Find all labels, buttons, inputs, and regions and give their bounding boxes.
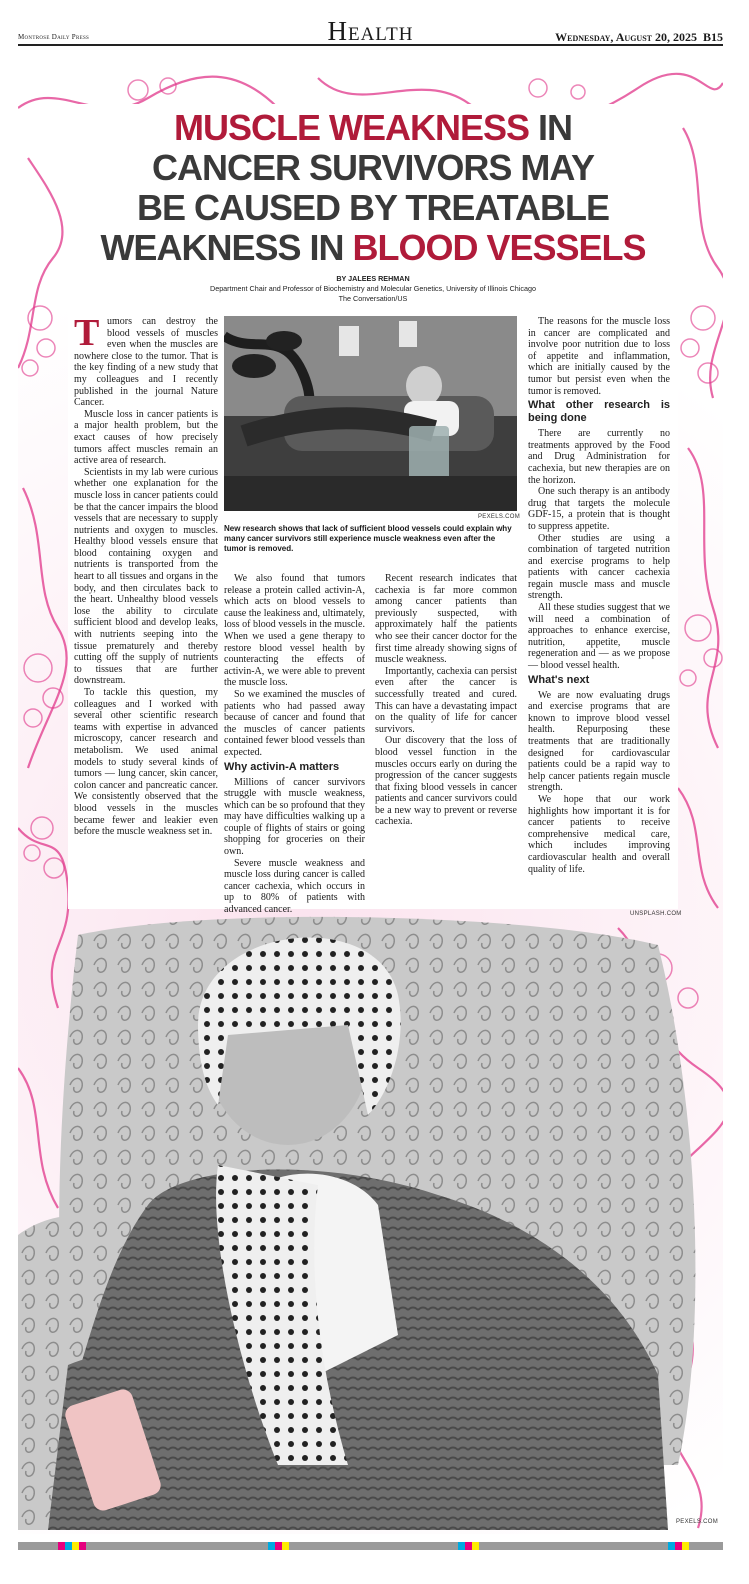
headline-line-1 [68,108,678,148]
article-column-1 [74,312,218,838]
article-paragraph: Muscle loss in cancer patients is a major health problem, but the exact causes of how precisely tumors affect muscles remain an active area of research. [74,408,218,467]
swatch [282,1542,289,1550]
photo2-credit-bottom: PEXELS.COM [676,1519,719,1525]
dropcap: T [74,312,100,354]
swatch [675,1542,682,1550]
headline-red-part-2: BLOOD VESSELS [352,227,646,268]
swatch [268,1542,275,1550]
subhead-why-activin: Why activin-A matters [224,760,340,773]
swatch [79,1542,86,1550]
headline-line-2: CANCER SURVIVORS MAY [151,147,595,188]
byline-author: BY JALEES REHMAN [336,274,410,283]
article-paragraph: We also found that tumors release a protein called activin-A, which acts on blood vessels to cause the leakiness and, ultimately, loss of blood vessels in the muscle. When we used a gene therapy to restore blood vessel health by counteracting the effects of activin-A, we were able to prevent the muscle loss. [224,573,365,689]
headline-red-part-1: MUSCLE WEAKNESS [173,107,529,148]
article-paragraph: There are currently no treatments approved by the Food and Drug Administration for cachexia, but new therapies are on the horizon. [528,428,670,486]
subhead-other-research: What other research is being done [528,399,670,425]
headline-line-3: BE CAUSED BY TREATABLE [136,187,610,228]
swatch [668,1542,675,1550]
byline [68,274,678,304]
headline-line-4-start: WEAKNESS IN [100,227,353,268]
article-paragraph: The reasons for the muscle loss in cancer are complicated and involve poor nutrition due to loss of appetite and inflammation, which are initially caused by the tumor but persist even when the tumor is removed. [528,316,670,397]
date-page [555,30,723,45]
byline-title: Department Chair and Professor of Biochemistry and Molecular Genetics, University of Illinois Chicago [210,284,536,293]
swatch [465,1542,472,1550]
article-paragraph: To tackle this question, my colleagues and I worked with several other scientific research teams with expertise in advanced microscopy, cancer research and metabolism. We used animal models to study several kinds of tumors — lung cancer, skin cancer, colon cancer and pancreatic cancer. We consistently observed that the blood vessels in the muscles became fewer and leakier even before the muscle weakness set in. [74,687,218,838]
section-title: Health [327,16,414,46]
article-paragraph: Our discovery that the loss of blood vessel function in the muscles occurs early on during the progression of the cancer suggests that fixing blood vessels in cancer patients and cancer survivors could be a new way to prevent or reverse cachexia. [375,735,517,828]
photo-woman-headscarf [18,905,723,1530]
article-paragraph: Scientists in my lab were curious whether one explanation for the muscle loss in cancer patients could be that the cancer impairs the blood vessels that are necessary to supply nutrients and oxygen to muscles. Healthy blood vessels ensure that blood containing oxygen and nutrients is transported from the heart to all tissues and organs in the body, and then circulates back to the heart. Unhealthy blood vessels lose the ability to circulate sufficient blood and develop leaks, with nutrients seeping into the tissue prematurely and thereby cutting off the supply of nutrients to tissues that are further downstream. [74,466,218,687]
article-paragraph: So we examined the muscles of patients who had passed away because of cancer and found that the muscles of cancer patients contained fewer blood vessels than expected. [224,688,365,758]
photo-man-resting [224,316,517,511]
article-paragraph: One such therapy is an antibody drug that targets the molecule GDF-15, a protein that is thought to suppress appetite. [528,486,670,532]
issue-date: Wednesday, August 20, 2025 [555,30,697,44]
article-column-2 [224,573,365,916]
color-registration-bar [18,1542,723,1550]
article-paragraph: We hope that our work highlights how important it is for cancer patients to receive comprehensive medical care, which includes improving cardiovascular health and overall quality of life. [528,793,670,875]
article-paragraph: T umors can destroy the blood vessels of muscles even when the muscles are nowhere close to the tumor. That is the key finding of a new study that my colleagues and I recently published in the journal Nature Cancer. [74,312,218,409]
photo2-credit-top: UNSPLASH.COM [630,911,682,917]
headline-line-4 [68,228,678,268]
byline-source: The Conversation/US [338,294,408,303]
photo1-credit: PEXELS.COM [478,514,521,520]
article-paragraph: All these studies suggest that we will need a combination of approaches to enhance exercise, nutrition, appetite, muscle regeneration and — as we propose — blood vessel health. [528,602,670,672]
article-column-4 [528,316,670,875]
article-paragraph: Severe muscle weakness and muscle loss during cancer is called cancer cachexia, which occurs in up to 80% of patients with advanced cancer. [224,857,365,916]
swatch [682,1542,689,1550]
headline-line-1-rest: IN [529,107,573,148]
article-column-3 [375,573,517,828]
swatch [458,1542,465,1550]
swatch [58,1542,65,1550]
swatch [72,1542,79,1550]
page-number: B15 [702,30,723,44]
subhead-whats-next: What's next [528,673,590,686]
article-paragraph: Other studies are using a combination of targeted nutrition and exercise programs to help patients with cancer cachexia regain muscle mass and muscle strength. [528,532,670,602]
article-paragraph: Millions of cancer survivors struggle with muscle weakness, which can be so profound that they may have difficulties walking up a couple of flights of stairs or going shopping for groceries on their own. [224,776,365,858]
masthead [18,14,723,46]
swatch [275,1542,282,1550]
article-paragraph: Importantly, cachexia can persist even after the cancer is successfully treated and cured. This can have a devastating impact on the quality of life for cancer survivors. [375,665,517,735]
swatch [65,1542,72,1550]
paper-name: Montrose Daily Press [18,33,90,41]
article-paragraph: Recent research indicates that cachexia is far more common among cancer patients than previously suspected, with approximately half the patients who see their cancer doctor for the first time already showing signs of muscle weakness. [375,573,517,666]
swatch [472,1542,479,1550]
article-paragraph: We are now evaluating drugs and exercise programs that are known to improve blood vessel health. Repurposing these treatments that are traditionally designed for cardiovascular patients could be a rapid way to help cancer patients regain muscle strength. [528,689,670,794]
photo1-caption: New research shows that lack of sufficient blood vessels could explain why many cancer survivors still experience muscle weakness even after the tumor is removed. [224,524,512,553]
